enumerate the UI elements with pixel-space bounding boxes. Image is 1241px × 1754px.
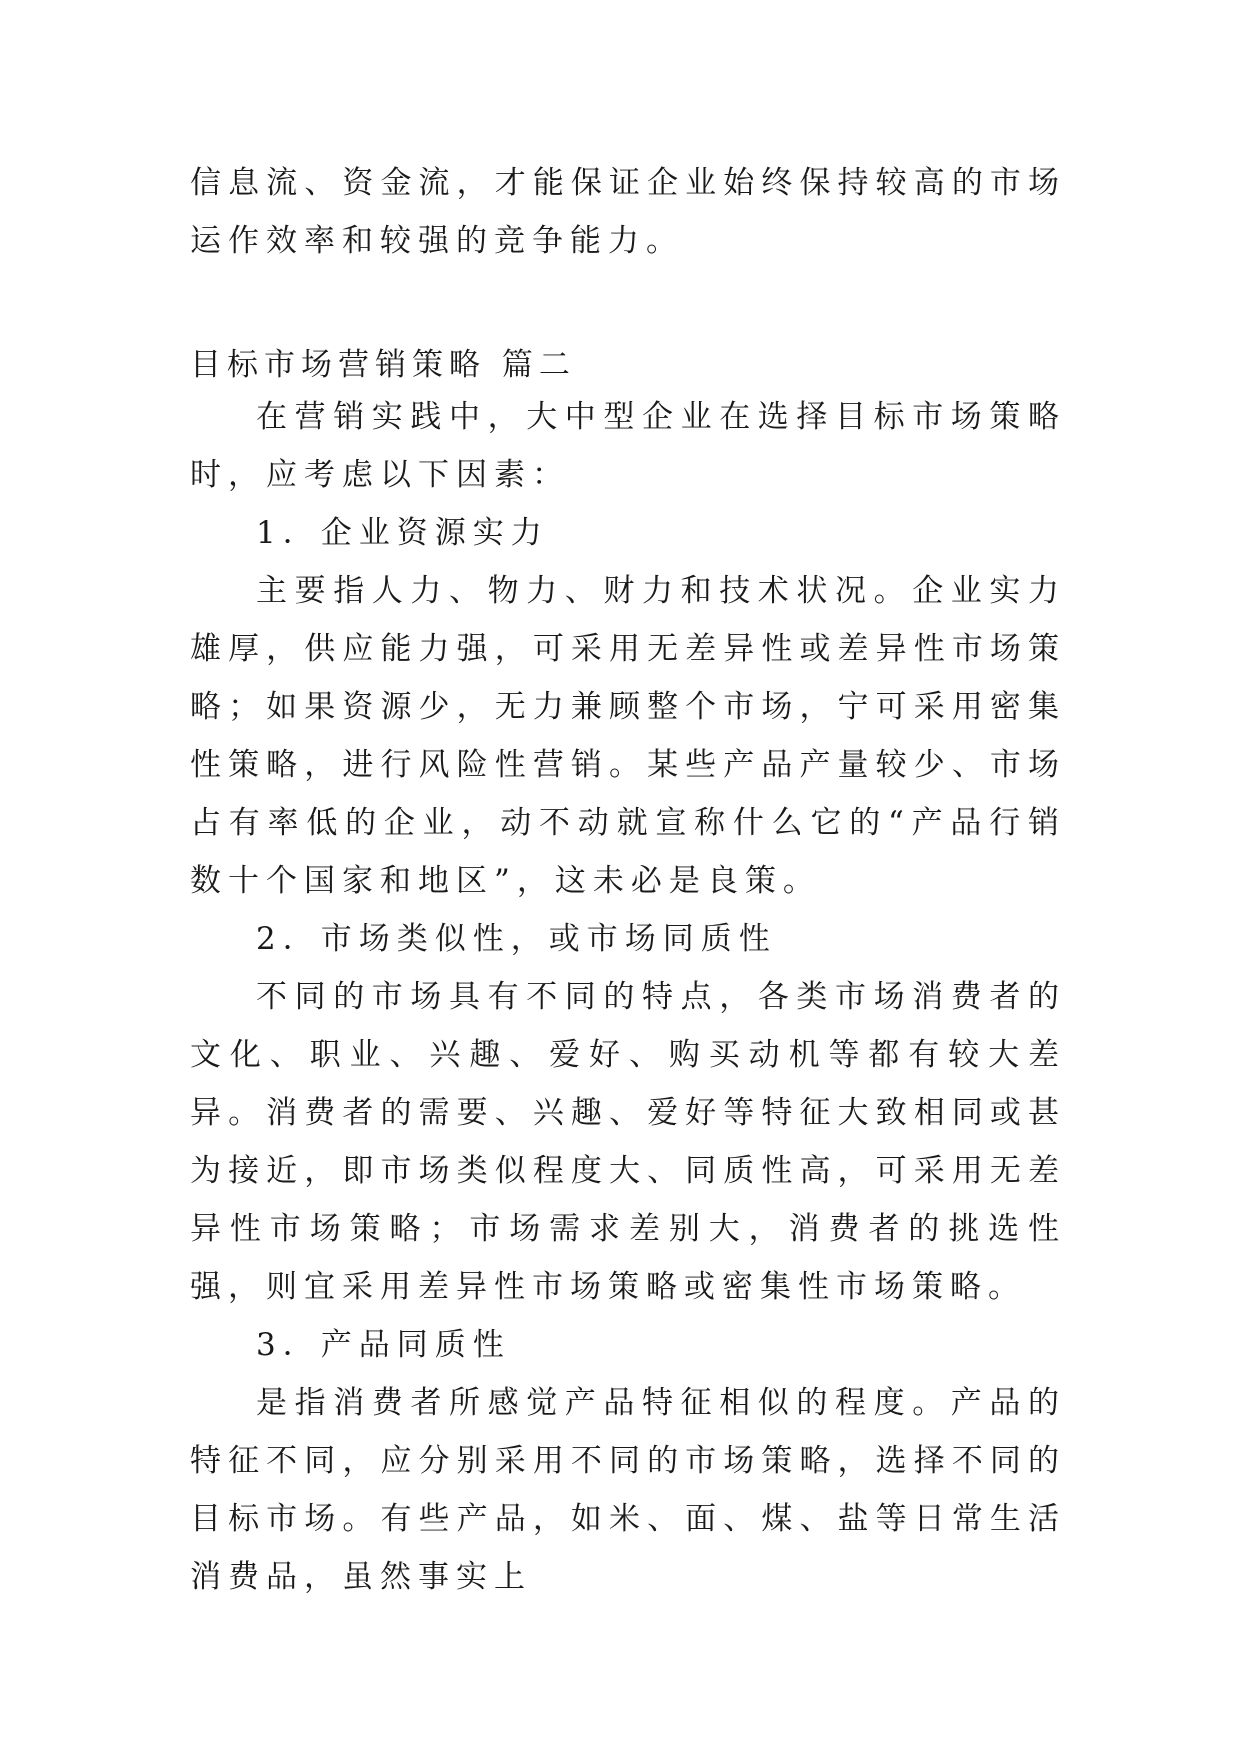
paragraph-product-homogeneity: 是指消费者所感觉产品特征相似的程度。产品的特征不同，应分别采用不同的市场策略，选择不同的目标市场。有些产品，如米、面、煤、盐等日常生活消费品，虽然事实上 [190, 1385, 1066, 1595]
section-heading: 目标市场营销策略 篇二 [190, 347, 576, 383]
subheading-3: 3．产品同质性 [256, 1327, 511, 1363]
paragraph-market-similarity: 不同的市场具有不同的特点，各类市场消费者的文化、职业、兴趣、爱好、购买动机等都有较大差异。消费者的需要、兴趣、爱好等特征大致相同或甚为接近，即市场类似程度大、同质性高，可采用无差异性市场策略；市场需求差别大，消费者的挑选性强，则宜采用差异性市场策略或密集性市场策略。 [190, 979, 1066, 1305]
subheading-1: 1．企业资源实力 [256, 515, 549, 551]
subheading-2: 2．市场类似性，或市场同质性 [256, 921, 777, 957]
paragraph-intro: 在营销实践中，大中型企业在选择目标市场策略时，应考虑以下因素： [190, 399, 1066, 493]
paragraph-resources: 主要指人力、物力、财力和技术状况。企业实力雄厚，供应能力强，可采用无差异性或差异性市场策略；如果资源少，无力兼顾整个市场，宁可采用密集性策略，进行风险性营销。某些产品产量较少、市场占有率低的企业，动不动就宣称什么它的“产品行销数十个国家和地区”，这未必是良策。 [190, 573, 1066, 899]
paragraph-continued: 信息流、资金流，才能保证企业始终保持较高的市场运作效率和较强的竞争能力。 [190, 165, 1066, 259]
